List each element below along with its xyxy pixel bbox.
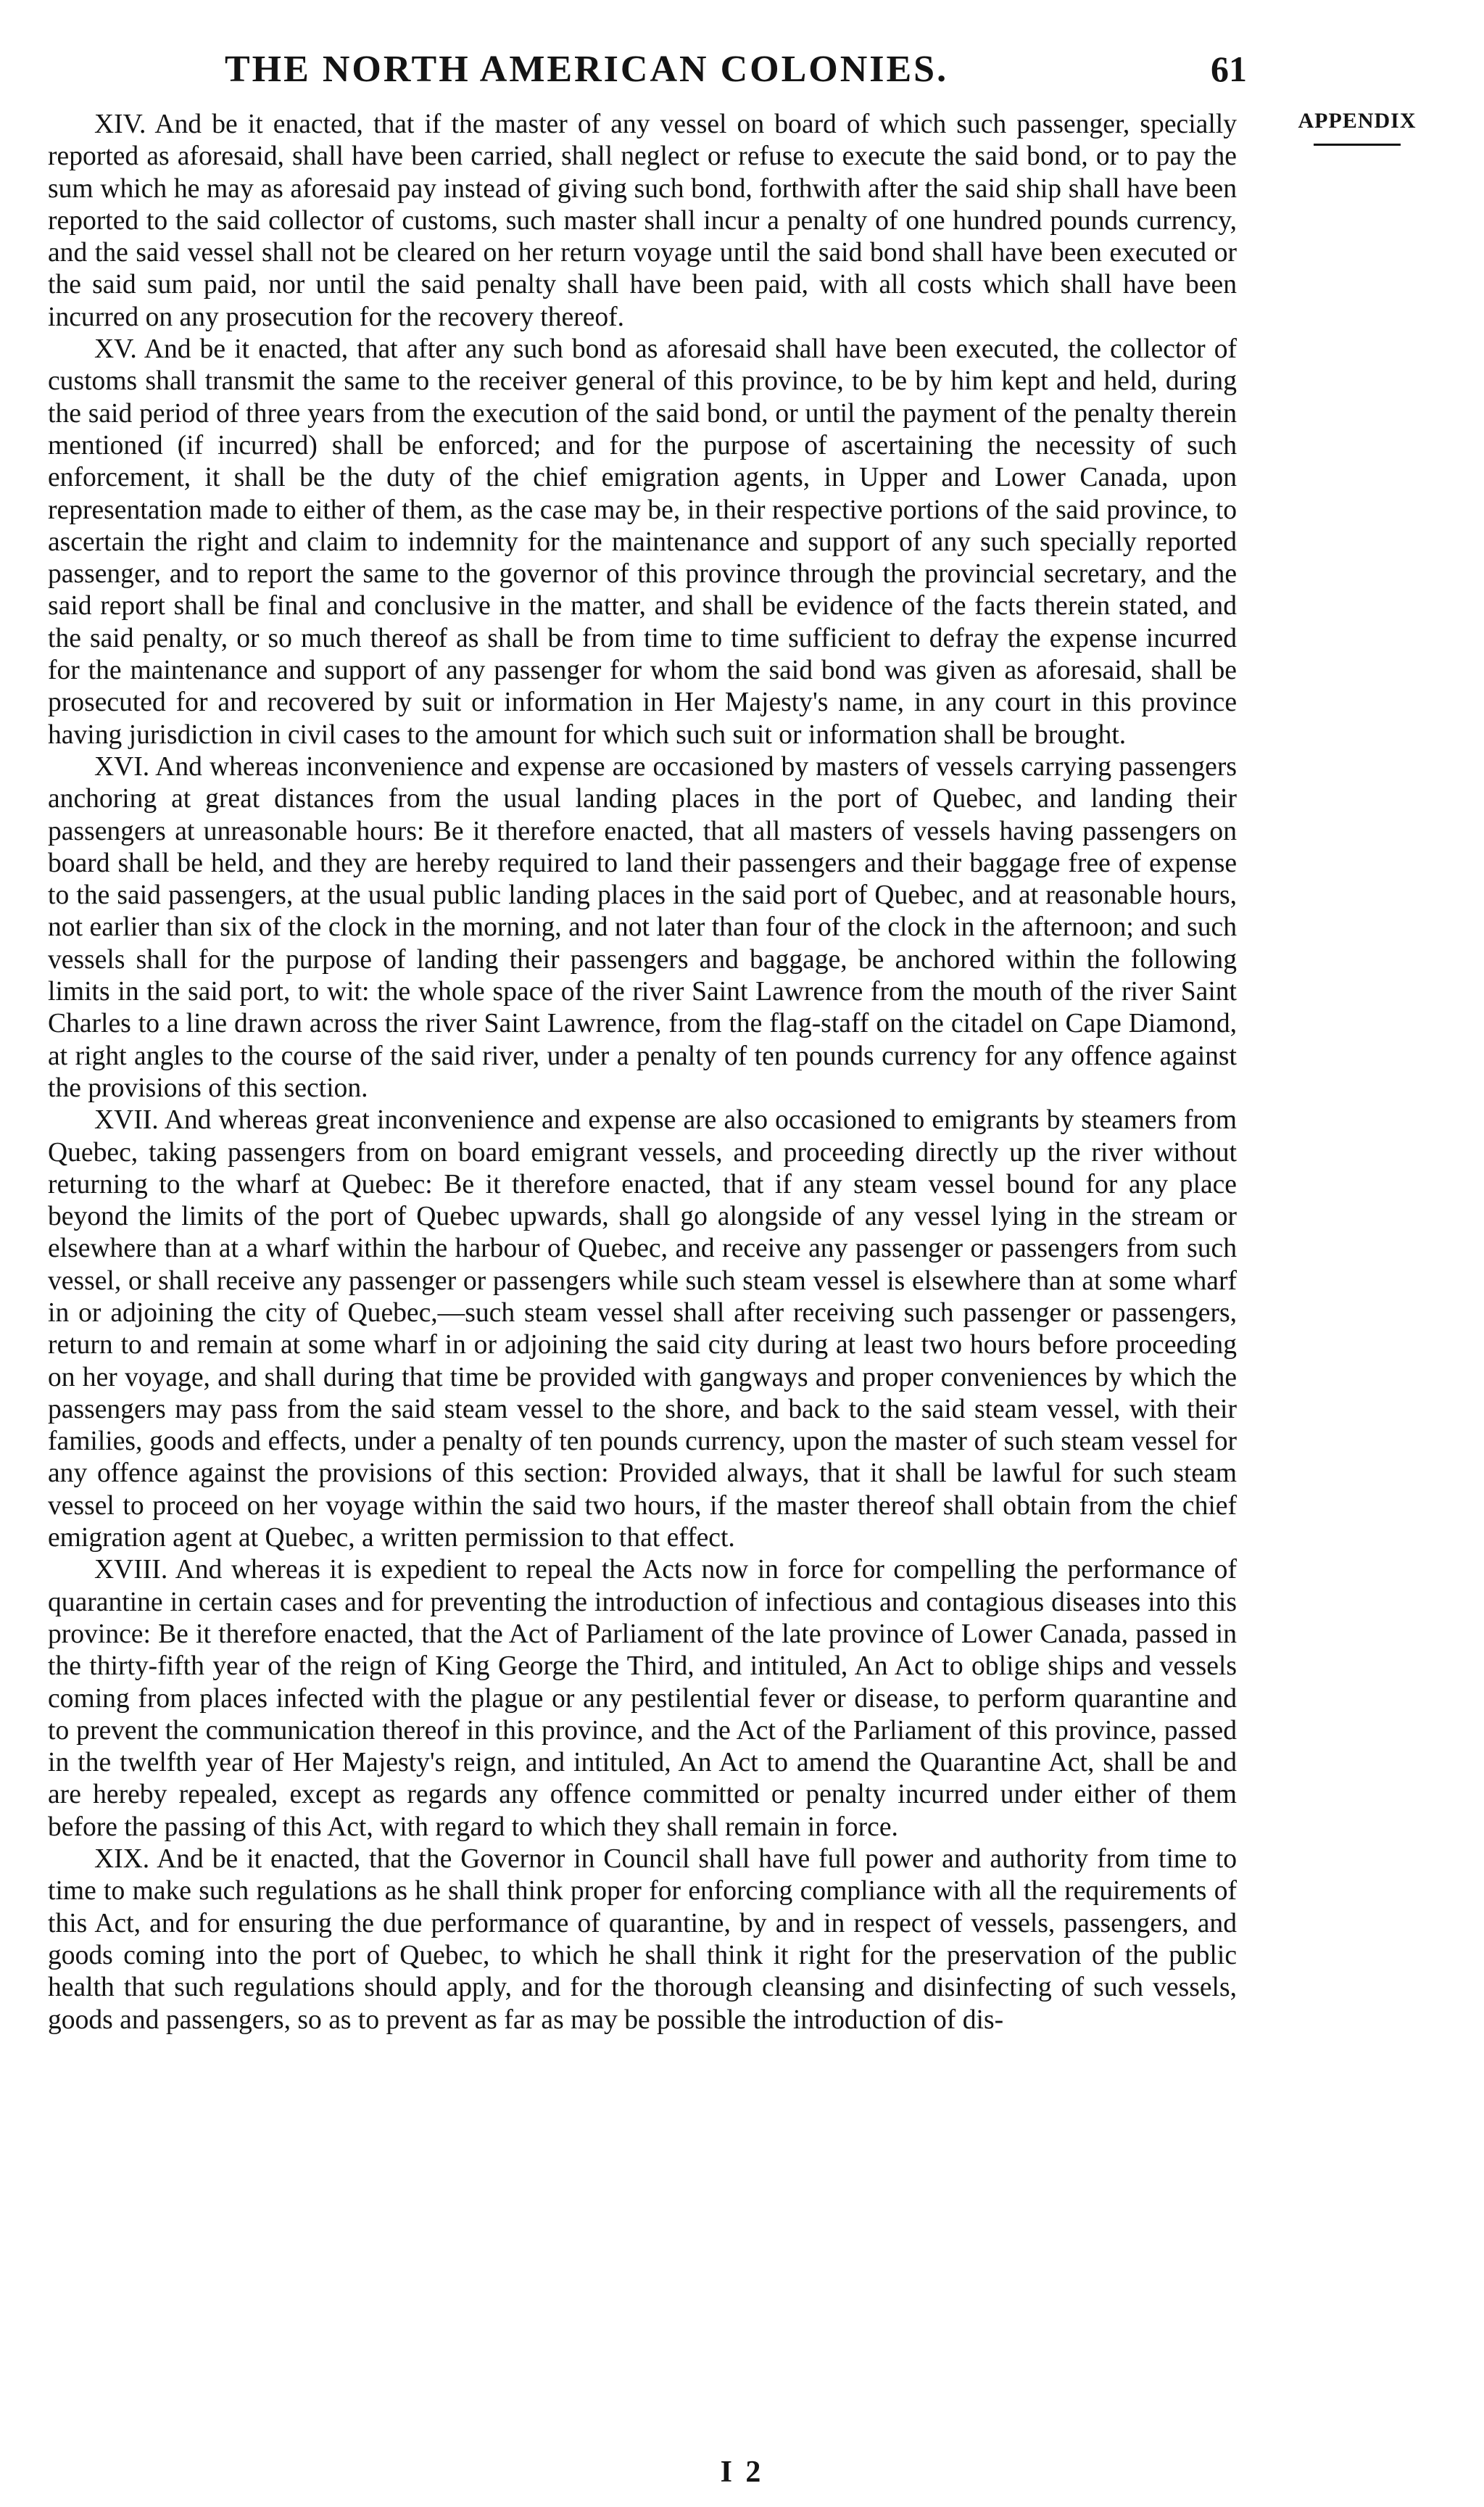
running-head [43,42,1247,107]
margin-note [1285,109,1430,146]
signature-mark: I 2 [720,2456,764,2489]
section-xv-paragraph: XV. And be it enacted, that after any such bond as aforesaid shall have been executed, the collector of customs shall transmit the same to the receiver general of this province, to be by him kept and held, during the said period of three years from the execution of the said bond, or until the payment of the penalty therein mentioned (if incurred) shall be enforced; and for the purpose of ascertaining the necessity of such enforcement, it shall be the duty of the chief emigration agents, in Upper and Lower Canada, upon representation made to either of them, as the case may be, in their respective portions of the said province, to ascertain the right and claim to indemnity for the maintenance and support of any such specially reported passenger, and to report the same to the governor of this province through the provincial secretary, and the said report shall be final and conclusive in the matter, and shall be evidence of the facts therein stated, and the said penalty, or so much thereof as shall be from time to time sufficient to defray the expense incurred for the maintenance and support of any passenger for whom the said bond was given as aforesaid, shall be prosecuted for and recovered by suit or information in Her Majesty's name, in any court in this province having jurisdiction in civil cases to the amount for which such suit or information shall be brought. [48,334,1237,750]
body-text [48,109,1237,2036]
page-number: 61 [1211,49,1247,89]
section-xiv-paragraph: XIV. And be it enacted, that if the master of any vessel on board of which such passenger, specially reported as aforesaid, shall have been carried, shall neglect or refuse to execute the said bond, or to pay the sum which he may as aforesaid pay instead of giving such bond, forthwith after the said ship shall have been reported to the said collector of customs, such master shall incur a penalty of one hundred pounds currency, and the said vessel shall not be cleared on her return voyage until the said bond shall have been executed or the said sum paid, nor until the said penalty shall have been paid, with all costs which shall have been incurred on any prosecution for the recovery thereof. [48,110,1237,332]
section-xix-paragraph: XIX. And be it enacted, that the Governor in Council shall have full power and authority from time to time to make such regulations as he shall think proper for enforcing compliance with all the requirements of this Act, and for ensuring the due performance of quarantine, by and in respect of vessels, passengers, and goods coming into the port of Quebec, to which he shall think it right for the preservation of the public health that such regulations should apply, and for the thorough cleansing and disinfecting of such vessels, goods and passengers, so as to prevent as far as may be possible the introduction of dis- [48,1844,1237,2035]
section-xvi-paragraph: XVI. And whereas inconvenience and expense are occasioned by masters of vessels carrying passengers anchoring at great distances from the usual landing places in the port of Quebec, and landing their passengers at unreasonable hours: Be it therefore enacted, that all masters of vessels having passengers on board shall be held, and they are hereby required to land their passengers and their baggage free of expense to the said passengers, at the usual public landing places in the said port of Quebec, and at reasonable hours, not earlier than six of the clock in the morning, and not later than four of the clock in the afternoon; and such vessels shall for the purpose of landing their passengers and baggage, be anchored within the following limits in the said port, to wit: the whole space of the river Saint Lawrence from the mouth of the river Saint Charles to a line drawn across the river Saint Lawrence, from the flag-staff on the citadel on Cape Diamond, at right angles to the course of the said river, under a penalty of ten pounds currency for any offence against the provisions of this section. [48,751,1237,1103]
section-xvii-paragraph: XVII. And whereas great inconvenience and expense are also occasioned to emigrants by steamers from Quebec, taking passengers from on board emigrant vessels, and proceeding directly up the river without returning to the wharf at Quebec: Be it therefore enacted, that if any steam vessel bound for any place beyond the limits of the port of Quebec upwards, shall go alongside of any vessel lying in the stream or elsewhere than at a wharf within the harbour of Quebec, and receive any passenger or passengers from such vessel, or shall receive any passenger or passengers while such steam vessel is elsewhere than at some wharf in or adjoining the city of Quebec,—such steam vessel shall after receiving such passenger or passengers, return to and remain at some wharf in or adjoining the said city during at least two hours before proceeding on her voyage, and shall during that time be provided with gangways and proper conveniences by which the passengers may pass from the said steam vessel to the shore, and back to the said steam vessel, with their families, goods and effects, under a penalty of ten pounds currency, upon the master of such steam vessel for any offence against the provisions of this section: Provided always, that it shall be lawful for such steam vessel to proceed on her voyage within the said two hours, if the master thereof shall obtain from the chief emigration agent at Quebec, a written permission to that effect. [48,1105,1237,1553]
running-title: THE NORTH AMERICAN COLONIES. [225,49,949,90]
section-xviii-paragraph: XVIII. And whereas it is expedient to repeal the Acts now in force for compelling the performance of quarantine in certain cases and for preventing the introduction of infectious and contagious diseases into this province: Be it therefore enacted, that the Act of Parliament of the late province of Lower Canada, passed in the thirty-fifth year of the reign of King George the Third, and intituled, An Act to oblige ships and vessels coming from places infected with the plague or any pestilential fever or disease, to perform quarantine and to prevent the communication thereof in this province, and the Act of the Parliament of this province, passed in the twelfth year of Her Majesty's reign, and intituled, An Act to amend the Quarantine Act, shall be and are hereby repealed, except as regards any offence committed or penalty incurred under either of them before the passing of this Act, with regard to which they shall remain in force. [48,1555,1237,1842]
margin-rule [1314,144,1401,146]
appendix-label: APPENDIX [1298,109,1417,133]
